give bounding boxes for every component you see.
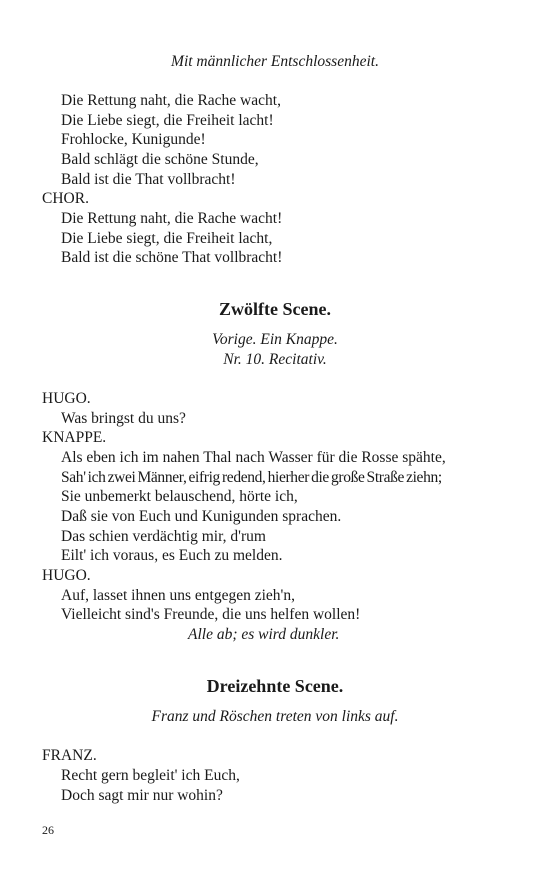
verse-line: Frohlocke, Kunigunde! xyxy=(61,131,206,148)
scene-heading: Dreizehnte Scene. xyxy=(206,676,344,696)
verse-line: Bald schlägt die schöne Stunde, xyxy=(61,151,259,168)
speaker-name: FRANZ. xyxy=(42,747,97,764)
speaker-name: HUGO. xyxy=(42,390,91,407)
verse-line: Als eben ich im nahen Thal nach Wasser für die Rosse spähte, xyxy=(61,449,446,466)
verse-line: Daß sie von Euch und Kunigunden sprachen. xyxy=(61,508,342,525)
verse-line: Recht gern begleit' ich Euch, xyxy=(61,767,240,784)
stage-direction: Vorige. Ein Knappe. xyxy=(212,331,338,348)
verse-line: Was bringst du uns? xyxy=(61,410,186,427)
verse-line: Bald ist die schöne That vollbracht! xyxy=(61,249,283,266)
speaker-name: KNAPPE. xyxy=(42,429,107,446)
verse-line: Sah' ich zwei Männer, eifrig redend, hierher die große Straße ziehn; xyxy=(61,469,442,486)
scene-heading: Zwölfte Scene. xyxy=(219,299,331,319)
verse-line: Vielleicht sind's Freunde, die uns helfen wollen! xyxy=(61,606,361,623)
verse-line: Bald ist die That vollbracht! xyxy=(61,171,236,188)
verse-line: Die Liebe siegt, die Freiheit lacht, xyxy=(61,230,273,247)
verse-line: Eilt' ich voraus, es Euch zu melden. xyxy=(61,547,283,564)
stage-direction: Franz und Röschen treten von links auf. xyxy=(151,708,399,725)
verse-line: Sie unbemerkt belauschend, hörte ich, xyxy=(61,488,298,505)
verse-line: Die Rettung naht, die Rache wacht! xyxy=(61,210,283,227)
stage-direction: Alle ab; es wird dunkler. xyxy=(188,626,340,643)
verse-line: Das schien verdächtig mir, d'rum xyxy=(61,528,266,545)
speaker-name: HUGO. xyxy=(42,567,91,584)
verse-line: Die Liebe siegt, die Freiheit lacht! xyxy=(61,112,274,129)
verse-line: Doch sagt mir nur wohin? xyxy=(61,787,223,804)
verse-line: Auf, lasset ihnen uns entgegen zieh'n, xyxy=(61,587,295,604)
speaker-name: CHOR. xyxy=(42,190,89,207)
stage-direction: Nr. 10. Recitativ. xyxy=(223,351,327,368)
page-number: 26 xyxy=(42,823,54,837)
verse-line: Die Rettung naht, die Rache wacht, xyxy=(61,92,281,109)
stage-direction: Mit männlicher Entschlossenheit. xyxy=(171,53,379,70)
